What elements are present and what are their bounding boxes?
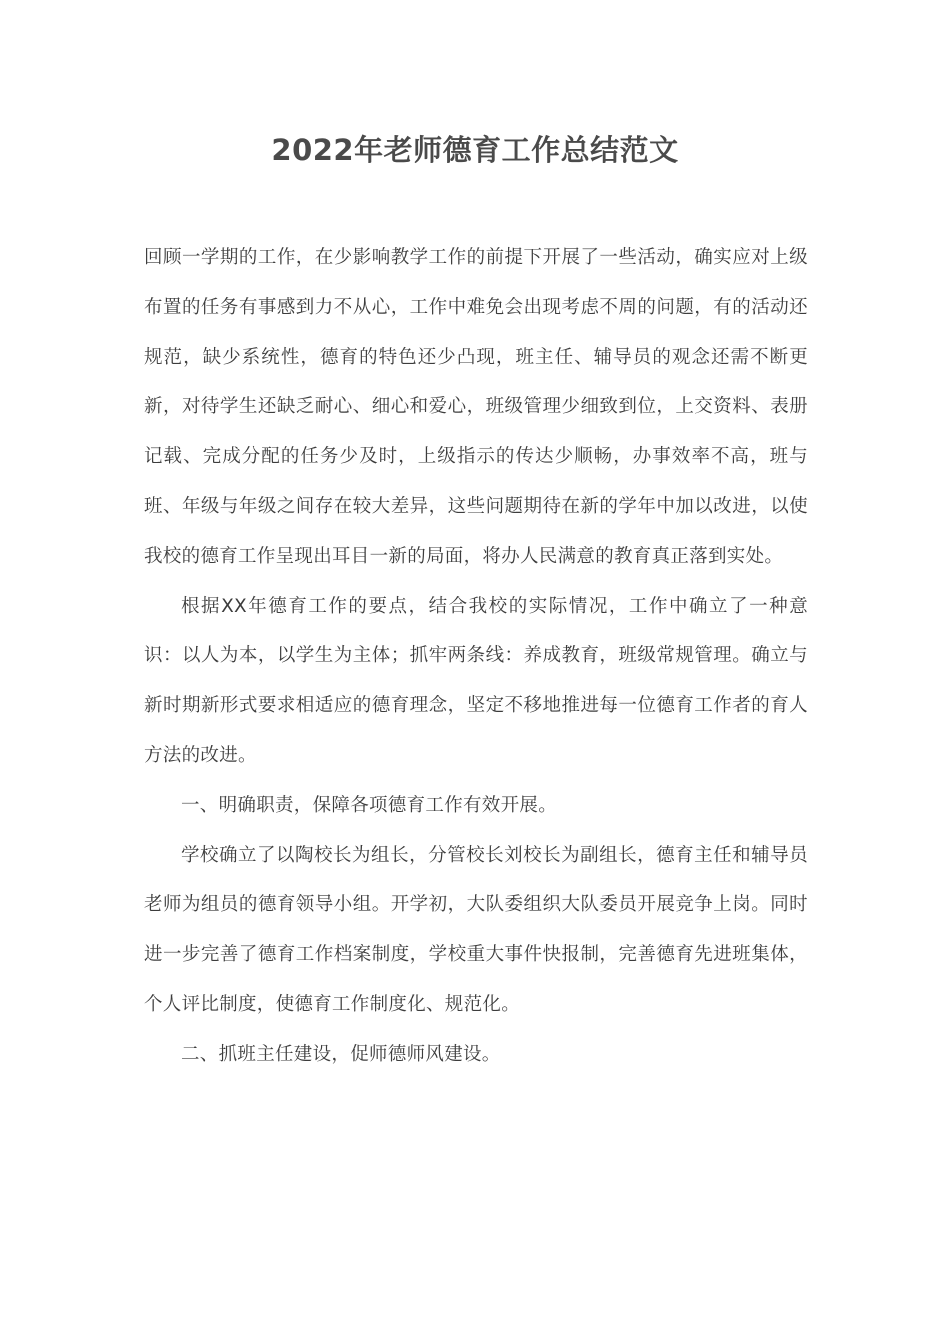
document-body	[144, 233, 808, 1080]
paragraph-key-points: 根据XX年德育工作的要点，结合我校的实际情况，工作中确立了一种意识：以人为本，以学生为主体；抓牢两条线：养成教育，班级常规管理。确立与新时期新形式要求相适应的德育理念，坚定不移地推进每一位德育工作者的育人方法的改进。	[144, 595, 808, 766]
section-heading-2: 二、抓班主任建设，促师德师风建设。	[181, 1043, 501, 1065]
section-heading-1: 一、明确职责，保障各项德育工作有效开展。	[181, 794, 558, 816]
paragraph-leadership: 学校确立了以陶校长为组长，分管校长刘校长为副组长，德育主任和辅导员老师为组员的德育领导小组。开学初，大队委组织大队委员开展竞争上岗。同时进一步完善了德育工作档案制度，学校重大事件快报制，完善德育先进班集体，个人评比制度，使德育工作制度化、规范化。	[144, 844, 808, 1015]
document-title: 2022年老师德育工作总结范文	[271, 133, 679, 167]
paragraph-review: 回顾一学期的工作，在少影响教学工作的前提下开展了一些活动，确实应对上级布置的任务有事感到力不从心，工作中难免会出现考虑不周的问题，有的活动还规范，缺少系统性，德育的特色还少凸现，班主任、辅导员的观念还需不断更新，对待学生还缺乏耐心、细心和爱心，班级管理少细致到位，上交资料、表册记载、完成分配的任务少及时，上级指示的传达少顺畅，办事效率不高，班与班、年级与年级之间存在较大差异，这些问题期待在新的学年中加以改进，以使我校的德育工作呈现出耳目一新的局面，将办人民满意的教育真正落到实处。	[144, 247, 808, 567]
